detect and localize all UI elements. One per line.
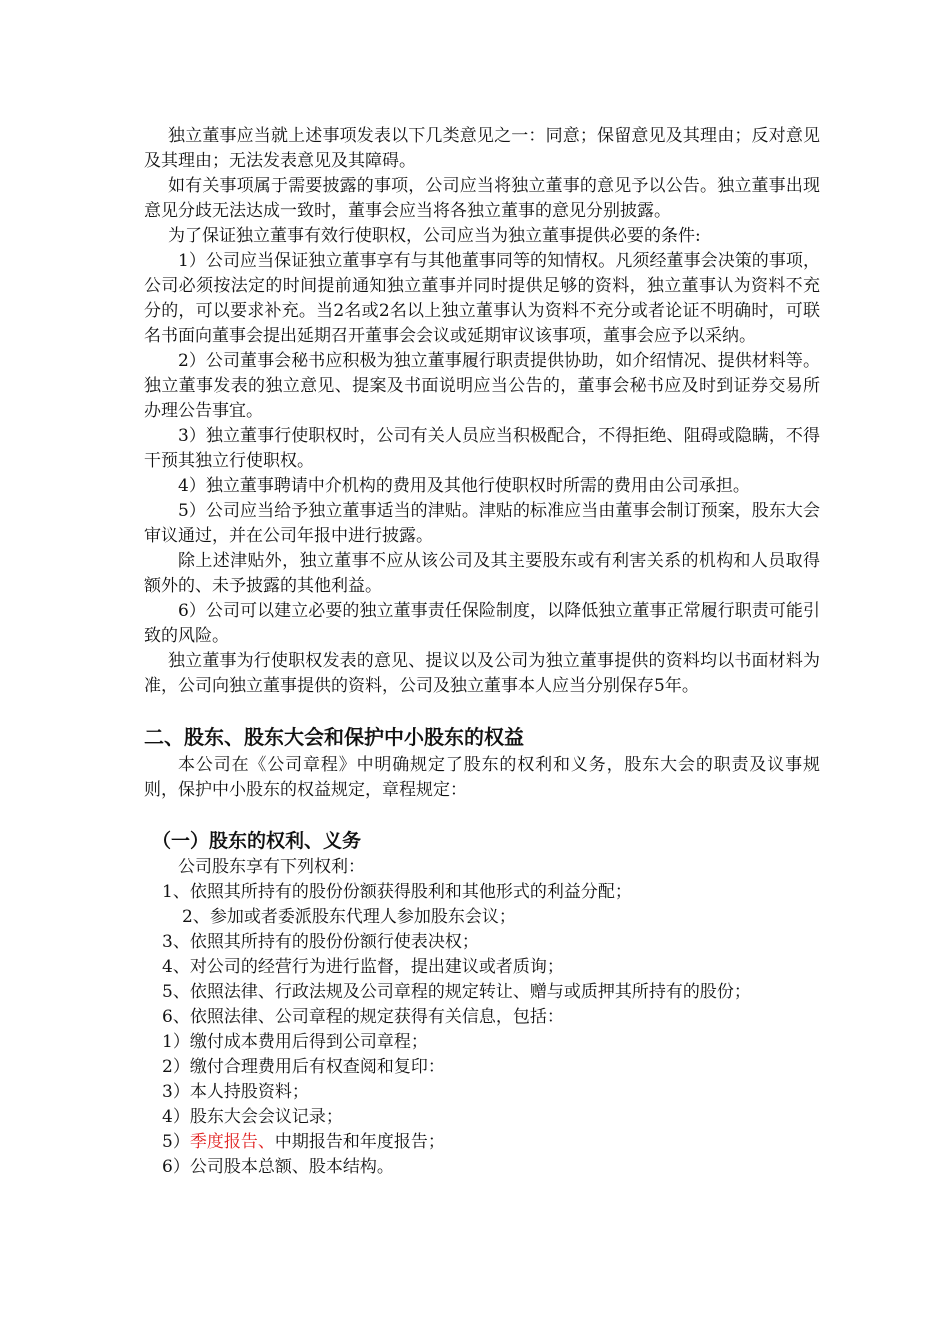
info-item-2: 2）缴付合理费用后有权查阅和复印： [162, 1057, 445, 1077]
condition-item-5: 5）公司应当给予独立董事适当的津贴。津贴的标准应当由董事会制订预案，股东大会审议通过，并在公司年报中进行披露。 [144, 501, 820, 546]
condition-item-6: 6）公司可以建立必要的独立董事责任保险制度，以降低独立董事正常履行职责可能引致的风险。 [144, 601, 820, 646]
paragraph-materials: 独立董事为行使职权发表的意见、提议以及公司为独立董事提供的资料均以书面材料为准，公司向独立董事提供的资料，公司及独立董事本人应当分别保存5年。 [144, 651, 820, 696]
condition-item-5-note: 除上述津贴外，独立董事不应从该公司及其主要股东或有利害关系的机构和人员取得额外的、未予披露的其他利益。 [144, 551, 820, 596]
info-item-1: 1）缴付成本费用后得到公司章程； [162, 1032, 428, 1052]
section-intro: 本公司在《公司章程》中明确规定了股东的权利和义务，股东大会的职责及议事规则，保护中小股东的权益规定，章程规定： [144, 755, 820, 800]
info-item-5-text: 中期报告和年度报告； [274, 1132, 445, 1152]
info-item-5-number: 5） [162, 1132, 190, 1152]
info-item-5 [162, 1130, 820, 1155]
paragraph-conditions-intro: 为了保证独立董事有效行使职权，公司应当为独立董事提供必要的条件: [168, 226, 701, 246]
right-item-2: 2、参加或者委派股东代理人参加股东会议； [182, 907, 516, 927]
right-item-1: 1、依照其所持有的股份份额获得股利和其他形式的利益分配； [162, 882, 632, 902]
condition-item-2: 2）公司董事会秘书应积极为独立董事履行职责提供协助，如介绍情况、提供材料等。独立董事发表的独立意见、提案及书面说明应当公告的，董事会秘书应及时到证券交易所办理公告事宜。 [144, 351, 820, 421]
right-item-3: 3、依照其所持有的股份份额行使表决权； [162, 932, 479, 952]
subsection-heading-rights: （一）股东的权利、义务 [152, 830, 362, 852]
section-heading-shareholders: 二、股东、股东大会和保护中小股东的权益 [144, 725, 524, 749]
paragraph-opinion-types: 独立董事应当就上述事项发表以下几类意见之一：同意；保留意见及其理由；反对意见及其理由；无法发表意见及其障碍。 [144, 126, 820, 171]
condition-item-1: 1）公司应当保证独立董事享有与其他董事同等的知情权。凡须经董事会决策的事项，公司必须按法定的时间提前通知独立董事并同时提供足够的资料，独立董事认为资料不充分的，可以要求补充。当2名或2名以上独立董事认为资料不充分或者论证不明确时，可联名书面向董事会提出延期召开董事会会议或延期审议该事项，董事会应予以采纳。 [144, 251, 820, 346]
info-item-3: 3）本人持股资料； [162, 1082, 309, 1102]
document-page [144, 124, 820, 1180]
right-item-4: 4、对公司的经营行为进行监督，提出建议或者质询； [162, 957, 564, 977]
info-item-5-highlight: 季度报告、 [189, 1132, 275, 1152]
rights-lead: 公司股东享有下列权利： [178, 857, 365, 877]
info-item-4: 4）股东大会会议记录； [162, 1107, 343, 1127]
condition-item-3: 3）独立董事行使职权时，公司有关人员应当积极配合，不得拒绝、阻碍或隐瞒，不得干预其独立行使职权。 [144, 426, 820, 471]
right-item-6: 6、依照法律、公司章程的规定获得有关信息，包括： [162, 1007, 564, 1027]
right-item-5: 5、依照法律、行政法规及公司章程的规定转让、赠与或质押其所持有的股份； [162, 982, 751, 1002]
condition-item-4: 4）独立董事聘请中介机构的费用及其他行使职权时所需的费用由公司承担。 [178, 476, 750, 496]
info-item-6: 6）公司股本总额、股本结构。 [162, 1157, 394, 1177]
paragraph-disclosure: 如有关事项属于需要披露的事项，公司应当将独立董事的意见予以公告。独立董事出现意见分歧无法达成一致时，董事会应当将各独立董事的意见分别披露。 [144, 176, 820, 221]
